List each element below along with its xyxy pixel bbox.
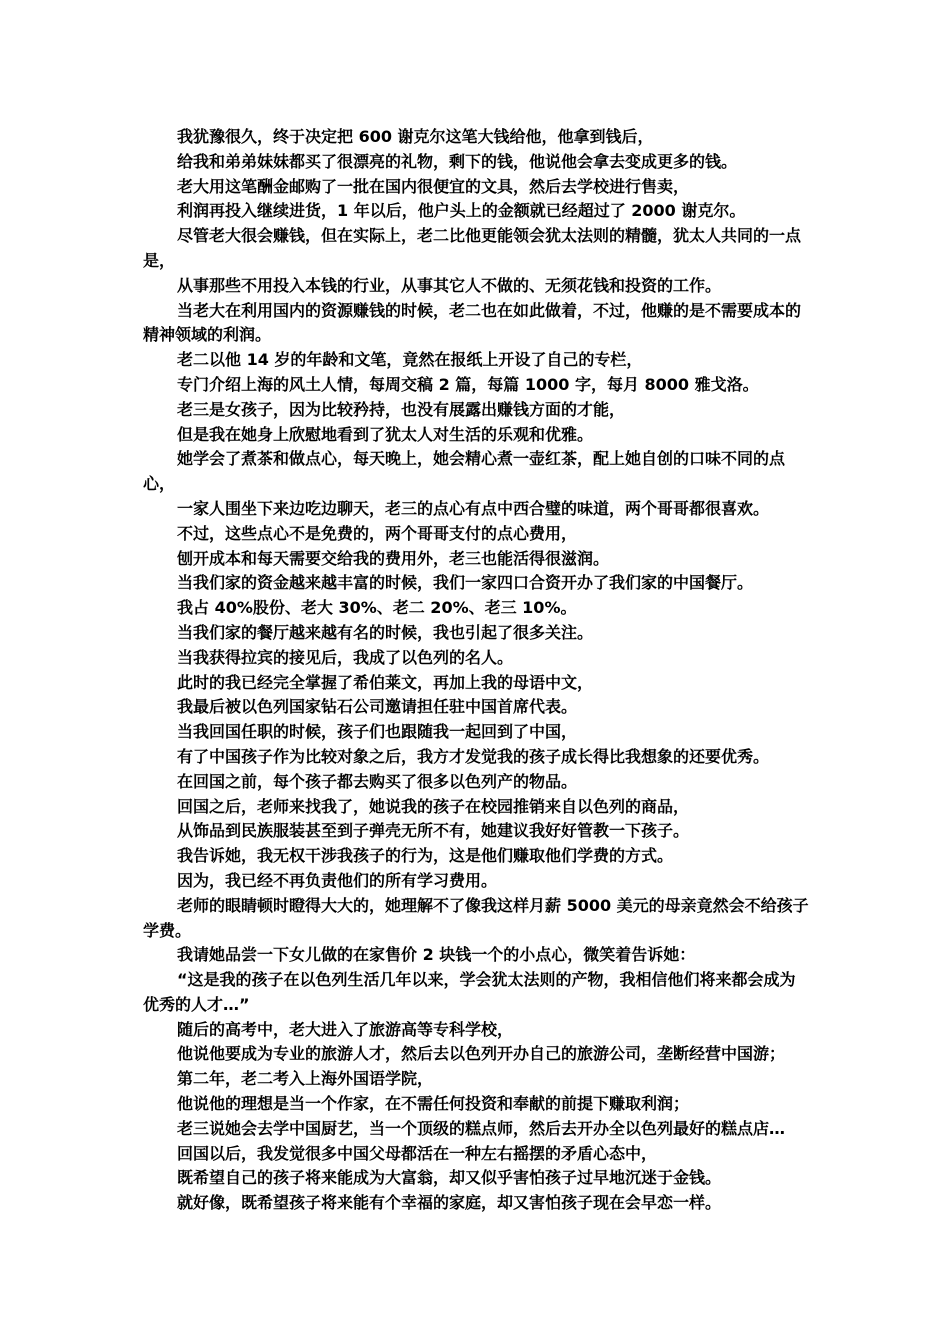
paragraph: 他说他要成为专业的旅游人才，然后去以色列开办自己的旅游公司，垄断经营中国游； (177, 1044, 786, 1064)
paragraph: 当我获得拉宾的接见后，我成了以色列的名人。 (177, 647, 514, 667)
paragraph: 老三是女孩子，因为比较矜持，也没有展露出赚钱方面的才能， (177, 399, 626, 419)
paragraph: 尽管老大很会赚钱，但在实际上，老二比他更能领会犹太法则的精髓，犹太人共同的一点是， (143, 226, 802, 270)
paragraph: 既希望自己的孩子将来能成为大富翁，却又似乎害怕孩子过早地沉迷于金钱。 (177, 1168, 722, 1188)
paragraph: 当我回国任职的时候，孩子们也跟随我一起回到了中国， (177, 722, 578, 742)
paragraph: 因为，我已经不再负责他们的所有学习费用。 (177, 870, 498, 890)
paragraph: 他说他的理想是当一个作家，在不需任何投资和奉献的前提下赚取利润； (177, 1094, 690, 1114)
paragraph: 当老大在利用国内的资源赚钱的时候，老二也在如此做着，不过，他赚的是不需要成本的精神领域的利润。 (143, 300, 802, 345)
paragraph: 当我们家的餐厅越来越有名的时候，我也引起了很多关注。 (177, 622, 594, 642)
paragraph: 老大用这笔酬金邮购了一批在国内很便宜的文具，然后去学校进行售卖， (177, 176, 690, 196)
paragraph: 但是我在她身上欣慰地看到了犹太人对生活的乐观和优雅。 (177, 424, 594, 444)
paragraph: 当我们家的资金越来越丰富的时候，我们一家四口合资开办了我们家的中国餐厅。 (177, 573, 754, 593)
body-text (143, 125, 811, 1216)
paragraph: 我最后被以色列国家钻石公司邀请担任驻中国首席代表。 (177, 697, 578, 717)
paragraph: 老三说她会去学中国厨艺，当一个顶级的糕点师，然后去开办全以色列最好的糕点店… (177, 1118, 786, 1138)
paragraph: 有了中国孩子作为比较对象之后，我方才发觉我的孩子成长得比我想象的还要优秀。 (177, 746, 770, 766)
paragraph: “这是我的孩子在以色列生活几年以来，学会犹太法则的产物，我相信他们将来都会成为优秀的人才…” (143, 970, 796, 1014)
paragraph: 专门介绍上海的风土人情，每周交稿 2 篇，每篇 1000 字，每月 8000 雅戈洛。 (177, 374, 759, 394)
paragraph: 从事那些不用投入本钱的行业，从事其它人不做的、无须花钱和投资的工作。 (177, 275, 722, 295)
paragraph: 就好像，既希望孩子将来能有个幸福的家庭，却又害怕孩子现在会早恋一样。 (177, 1193, 722, 1213)
paragraph: 此时的我已经完全掌握了希伯莱文，再加上我的母语中文， (177, 672, 594, 692)
paragraph: 老师的眼睛顿时瞪得大大的，她理解不了像我这样月薪 5000 美元的母亲竟然会不给孩子学费。 (143, 895, 809, 940)
paragraph: 不过，这些点心不是免费的，两个哥哥支付的点心费用， (177, 523, 578, 543)
paragraph: 她学会了煮茶和做点心，每天晚上，她会精心煮一壶红茶，配上她自创的口味不同的点心， (143, 449, 786, 494)
paragraph: 我犹豫很久，终于决定把 600 谢克尔这笔大钱给他，他拿到钱后， (177, 127, 654, 146)
paragraph: 第二年，老二考入上海外国语学院， (177, 1069, 434, 1089)
paragraph: 从饰品到民族服装甚至到子弹壳无所不有，她建议我好好管教一下孩子。 (177, 821, 690, 841)
paragraph: 随后的高考中，老大进入了旅游高等专科学校， (177, 1019, 514, 1039)
paragraph: 刨开成本和每天需要交给我的费用外，老三也能活得很滋润。 (177, 548, 610, 568)
paragraph: 我告诉她，我无权干涉我孩子的行为，这是他们赚取他们学费的方式。 (177, 846, 674, 866)
paragraph: 我请她品尝一下女儿做的在家售价 2 块钱一个的小点心，微笑着告诉她： (177, 945, 696, 965)
paragraph: 我占 40%股份、老大 30%、老二 20%、老三 10%。 (177, 598, 577, 618)
paragraph: 一家人围坐下来边吃边聊天，老三的点心有点中西合璧的味道，两个哥哥都很喜欢。 (177, 498, 770, 518)
paragraph: 给我和弟弟妹妹都买了很漂亮的礼物，剩下的钱，他说他会拿去变成更多的钱。 (177, 151, 738, 171)
paragraph: 在回国之前，每个孩子都去购买了很多以色列产的物品。 (177, 771, 578, 791)
paragraph: 老二以他 14 岁的年龄和文笔，竟然在报纸上开设了自己的专栏， (177, 350, 643, 370)
paragraph: 回国以后，我发觉很多中国父母都活在一种左右摇摆的矛盾心态中， (177, 1143, 658, 1163)
paragraph: 回国之后，老师来找我了，她说我的孩子在校园推销来自以色列的商品， (177, 796, 690, 816)
paragraph: 利润再投入继续进货，1 年以后，他户头上的金额就已经超过了 2000 谢克尔。 (177, 201, 746, 221)
